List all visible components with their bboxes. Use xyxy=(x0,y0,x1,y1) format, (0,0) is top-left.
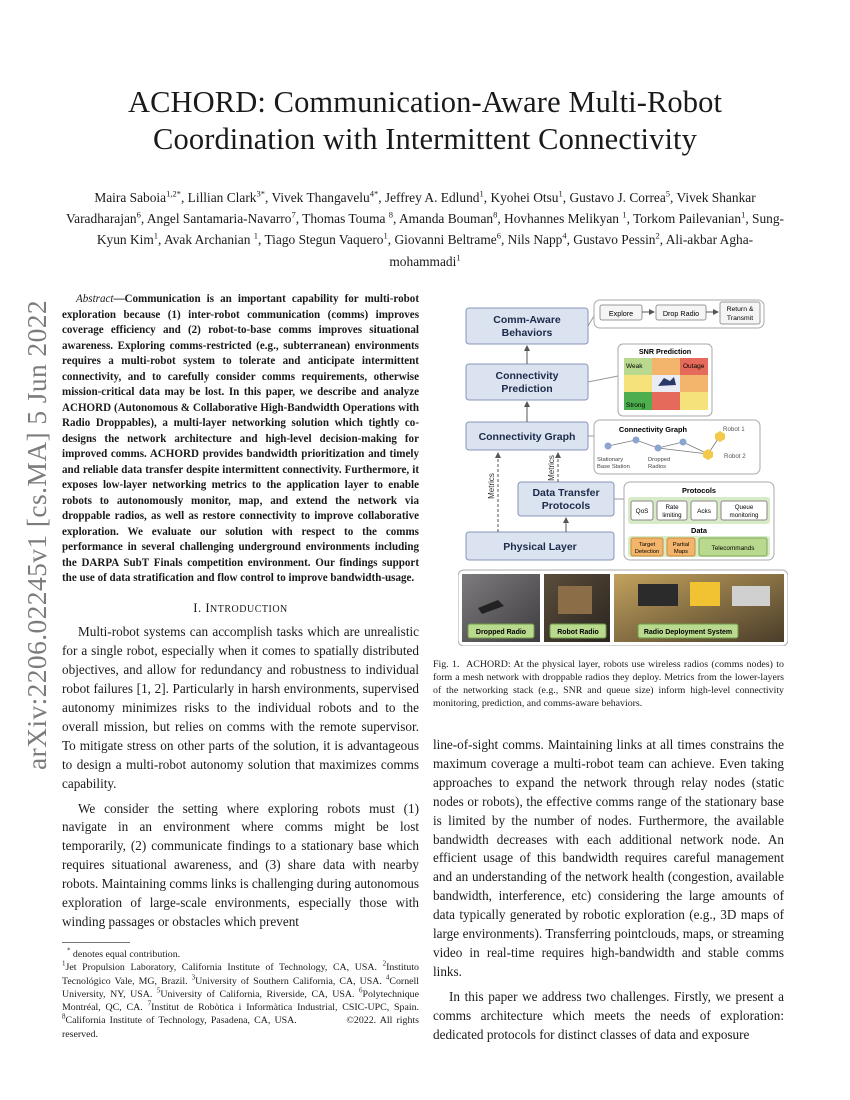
graph-node-radio-2 xyxy=(655,445,662,452)
figure-1 xyxy=(458,296,788,646)
author-affiliation-mark: 8 xyxy=(493,209,498,220)
author-name: Giovanni Beltrame xyxy=(394,232,497,248)
abstract-label: Abstract xyxy=(76,293,114,305)
author-name: Vivek Thangavelu xyxy=(271,190,370,205)
right-paragraph-1: line-of-sight comms. Maintaining links at all times constrains the maximum coverage a multi-robot team can achieve. Even taking approaches to expand the network through relay nodes (static nodes or robots), the effective comms range of the stationary base is limited by the number of nodes. Furthermore, the available bandwidth decreases with each additional network node. An efficient usage of this bandwidth requires careful management and an understanding of the network health (congestion, available bandwidth, interference, etc) considering the large amounts of data typically generated by robotic exploration (e.g., 3D maps of large environments). Transferring pointclouds, maps, or streaming video in real-time requires high-bandwidth and stable comms links. xyxy=(433,737,784,979)
author-name: Torkom Pailevanian xyxy=(633,211,742,227)
footnote-affiliations xyxy=(62,961,419,1041)
svg-text:Physical Layer: Physical Layer xyxy=(503,541,577,553)
affiliation-text: California Institute of Technology, Pasadena, CA, USA. xyxy=(65,1015,297,1027)
author-name: Tiago Stegun Vaquero xyxy=(264,232,384,248)
affiliation-number: 1 xyxy=(62,959,66,968)
snr-title: SNR Prediction xyxy=(638,347,692,356)
author-name: Lillian Clark xyxy=(187,190,257,205)
data-target: Target xyxy=(638,542,656,548)
connector-prediction xyxy=(588,376,618,382)
intro-paragraph-2: We consider the setting where exploring robots must (1) navigate in an environment where comms might be lost temporarily, (2) communicate findings to a stationary base which requires situational awareness, and (3) share data with nearby robots. Maintaining comms links is challenging during autonomous exploration of large-scale environments, especially those with winding passages or obstacles which prevent xyxy=(62,800,419,929)
affiliation-number: 3 xyxy=(191,973,196,982)
graph-title: Connectivity Graph xyxy=(618,425,688,434)
data-partial: Partial xyxy=(672,542,690,548)
author-name: Nils Napp xyxy=(507,232,563,248)
graph-base-line-1: Stationary xyxy=(597,457,624,463)
graph-radios-line-1: Dropped xyxy=(648,457,671,463)
svg-text:Connectivity Graph: Connectivity Graph xyxy=(478,431,576,443)
affiliation-number: 4 xyxy=(385,973,390,982)
figure-caption xyxy=(433,659,784,711)
data-title: Data xyxy=(690,526,708,535)
svg-text:Data Transfer: Data Transfer xyxy=(532,487,600,499)
snr-weak: Weak xyxy=(626,363,643,370)
affiliation-number: 8 xyxy=(62,1013,66,1022)
author-name: Jeffrey A. Edlund xyxy=(384,190,480,205)
snr-prediction-panel xyxy=(618,344,712,416)
intro-paragraph-1: Multi-robot systems can accomplish tasks which are unrealistic for a single robot, especially when it comes to spatially distributed objectives, and allow for redundancy and robustness to individual robot failures [1, 2]. Particularly in harsh environments, supervised autonomy minimizes risks to the individual robots and to the overall mission, but relies on comms with the remote supervisor. To mitigate stress on other parts of the solution, it is advantageous to design a multi-robot autonomy solution that maximizes comms capability. xyxy=(62,624,419,791)
author-affiliation-mark: 1 xyxy=(383,230,388,241)
data-detection: Detection xyxy=(634,549,660,555)
svg-text:Protocols: Protocols xyxy=(541,500,591,512)
graph-node-radio-1 xyxy=(633,437,640,444)
arxiv-sidebar xyxy=(12,290,62,780)
footnote-equal-contribution: * denotes equal contribution. xyxy=(66,946,181,960)
author-name: Angel Santamaria-Navarro xyxy=(146,211,292,227)
author-affiliation-mark: 6 xyxy=(136,209,141,220)
title-line-2: Coordination with Intermittent Connectivity xyxy=(153,122,697,156)
behavior-transmit: Transmit xyxy=(726,315,754,322)
protocols-title: Protocols xyxy=(681,486,717,495)
affiliation-number: 6 xyxy=(359,986,363,995)
title-line-1: ACHORD: Communication-Aware Multi-Robot xyxy=(127,85,723,119)
affiliation-text: University of Southern California, CA, USA. xyxy=(195,975,386,987)
author-affiliation-mark: 1 xyxy=(253,230,258,241)
author-affiliation-mark: 4* xyxy=(369,188,379,199)
author-affiliation-mark: 5 xyxy=(665,188,671,199)
behavior-explore: Explore xyxy=(608,309,634,318)
author-affiliation-mark: 1 xyxy=(153,230,159,241)
affiliation-text: University of California, Riverside, CA, USA. xyxy=(160,988,359,1000)
author-affiliation-mark: 8 xyxy=(388,209,394,220)
graph-robot2: Robot 2 xyxy=(724,453,746,460)
snr-outage: Outage xyxy=(683,363,705,370)
footnote-rule xyxy=(62,942,130,943)
protocol-queue: Queue xyxy=(734,504,754,511)
caption-label: Fig. 1. xyxy=(433,659,460,670)
layer-data-transfer-protocols xyxy=(518,482,614,516)
protocol-monitoring: monitoring xyxy=(729,512,759,519)
author-name: Maira Saboia xyxy=(94,190,167,205)
author-name: Avak Archanian xyxy=(164,232,254,248)
layer-physical xyxy=(466,532,614,560)
graph-radios-line-2: Radios xyxy=(648,464,667,470)
author-affiliation-mark: 6 xyxy=(496,230,501,241)
author-affiliation-mark: 1 xyxy=(622,209,627,220)
behavior-drop-radio: Drop Radio xyxy=(662,309,700,318)
author-name: Kyohei Otsu xyxy=(490,190,559,205)
affiliation-number: 5 xyxy=(156,986,161,995)
section-heading-introduction: I. INTRODUCTION xyxy=(193,600,288,615)
caption-text: ACHORD: At the physical layer, robots use wireless radios (comms nodes) to form a mesh network with droppable radios they deploy. Metrics from the lower-layers of the networking stack (e.g., SNR and queue size) inform high-level connectivity monitoring, prediction, and comms-aware behaviors. xyxy=(433,659,784,709)
photo-label-deployment: Radio Deployment System xyxy=(643,629,733,636)
left-column xyxy=(62,292,419,1041)
author-affiliation-mark: 1 xyxy=(558,188,563,199)
author-affiliation-mark: 1 xyxy=(741,209,746,220)
author-name: Hovhannes Melikyan xyxy=(504,211,623,227)
author-affiliation-mark: 2 xyxy=(655,230,660,241)
affiliation-number: 2 xyxy=(382,959,387,968)
photo-strip xyxy=(458,570,788,646)
graph-robot1: Robot 1 xyxy=(723,426,745,433)
svg-text:Connectivity: Connectivity xyxy=(495,370,559,382)
author-name: Sung-Kyun Kim xyxy=(96,211,785,248)
layer-comm-aware-behaviors xyxy=(466,308,588,344)
graph-node-base xyxy=(605,443,612,450)
graph-node-radio-3 xyxy=(680,439,687,446)
affiliation-text: Cornell University, NY, USA. xyxy=(62,975,419,1000)
arxiv-identifier: arXiv:2206.02245v1 [cs.MA] 5 Jun 2022 xyxy=(21,299,52,771)
layer-connectivity-graph xyxy=(466,422,588,450)
author-affiliation-mark: 1 xyxy=(479,188,484,199)
author-list: Maira Saboia$^{1,2*}$, Lillian Clark$^{3*}$, Vivek Thangavelu$^{4*}$, Jeffrey A. Edlund$^1$, Kyohei Otsu$^1$, Gustavo J. Correa$^5$, Vivek Shankar Varadharajan$^6$, Angel Santamaria-Navarro$^7$, Thomas Touma $^8$, Amanda Bouman$^8$, Hovhannes Melikyan $^1$, Torkom Pailevanian$^1$, Sung-Kyun Kim$^1$, Avak Archanian $^1$, Tiago Stegun Vaquero$^1$, Giovanni Beltrame$^6$, Nils Napp$^4$, Gustavo Pessin$^2$, Ali-akbar Agha-mohammadi$^1$ xyxy=(65,188,785,269)
connectivity-graph-panel xyxy=(594,420,760,474)
protocols-data-panel xyxy=(624,482,774,560)
protocol-qos: QoS xyxy=(635,508,649,515)
metrics-label-right: Metrics xyxy=(547,455,556,481)
data-telecommands: Telecommands xyxy=(711,545,755,552)
affiliation-text: Instituto Tecnológico Vale, MG, Brazil. xyxy=(62,962,419,987)
architecture-diagram xyxy=(458,296,788,646)
right-paragraph-2: In this paper we address two challenges. Firstly, we present a comms architecture which meets the needs of exploration: dedicated protocols for distinct classes of data and exposure xyxy=(433,988,784,1042)
author-affiliation-mark: 3* xyxy=(256,188,265,199)
data-maps: Maps xyxy=(673,549,689,555)
protocol-limiting: limiting xyxy=(662,512,682,519)
affiliation-text: Polytechnique Montréal, QC, CA. xyxy=(62,988,419,1014)
author-name: Gustavo Pessin xyxy=(573,232,656,248)
author-affiliation-mark: 7 xyxy=(291,209,296,220)
abstract-text: Communication is an important capability for multi-robot exploration because (1) inter-robot communication (comms) improves coverage efficiency and (2) robot-to-base comms improves situational awareness. Exploring comms-restricted (e.g., subterranean) environments requires a multi-robot system to tolerate and anticipate intermittent connectivity, and to carefully consider comms requirements, otherwise mission-critical data may be lost. In this paper, we describe and analyze ACHORD (Autonomous & Collaborative High-Bandwidth Operations with Radio Droppables), a multi-layer networking solution which tightly co-designs the network architecture and high-level decision-making for improved comms. ACHORD provides bandwidth prioritization and timely and reliable data transfer despite intermittent connectivity. Furthermore, it exposes low-layer networking metrics to the application layer to enable robots to autonomously monitor, map, and extend the network via droppable radios, as well as restore connectivity to improve collaborative exploration. We evaluate our solution with respect to the comms performance in several challenging underground environments including the DARPA SubT Finals competition environment. Our findings support the use of data stratification and flow control to improve bandwidth-usage. xyxy=(62,293,419,584)
author-name: Vivek Shankar Varadharajan xyxy=(65,190,756,227)
author-affiliation-mark: 1,2* xyxy=(166,188,181,199)
svg-text:Prediction: Prediction xyxy=(501,383,553,395)
copyright-notice: ©2022. All rights reserved. xyxy=(62,1015,419,1040)
author-name: Ali-akbar Agha-mohammadi xyxy=(389,232,754,269)
snr-strong: Strong xyxy=(626,402,646,409)
svg-text:Comm-Aware: Comm-Aware xyxy=(493,314,561,326)
photo-label-dropped-radio: Dropped Radio xyxy=(475,629,527,636)
author-name: Amanda Bouman xyxy=(399,211,494,227)
graph-base-line-2: Base Station xyxy=(597,464,630,470)
affiliation-text: Institut de Robòtica i Informàtica Industrial, CSIC-UPC, Spain. xyxy=(151,1002,419,1014)
abstract-dash: — xyxy=(113,293,125,305)
affiliation-text: Jet Propulsion Laboratory, California Institute of Technology, CA, USA. xyxy=(65,962,383,974)
right-column xyxy=(433,736,784,1051)
author-affiliation-mark: 1 xyxy=(456,252,461,263)
author-affiliation-mark: 4 xyxy=(562,230,567,241)
protocol-acks: Acks xyxy=(697,508,711,515)
author-name: Thomas Touma xyxy=(302,211,389,227)
affiliation-number: 7 xyxy=(147,999,152,1008)
metrics-label-left: Metrics xyxy=(487,473,496,499)
author-name: Gustavo J. Correa xyxy=(569,190,666,205)
photo-label-robot-radio: Robot Radio xyxy=(557,629,599,636)
behavior-return: Return & xyxy=(726,306,754,313)
paper-title xyxy=(60,84,790,158)
behaviors-panel xyxy=(594,300,764,328)
protocol-rate: Rate xyxy=(665,504,679,511)
svg-text:Behaviors: Behaviors xyxy=(501,327,553,339)
layer-connectivity-prediction xyxy=(466,364,588,400)
connector-behaviors xyxy=(588,316,594,326)
abstract xyxy=(62,292,419,587)
